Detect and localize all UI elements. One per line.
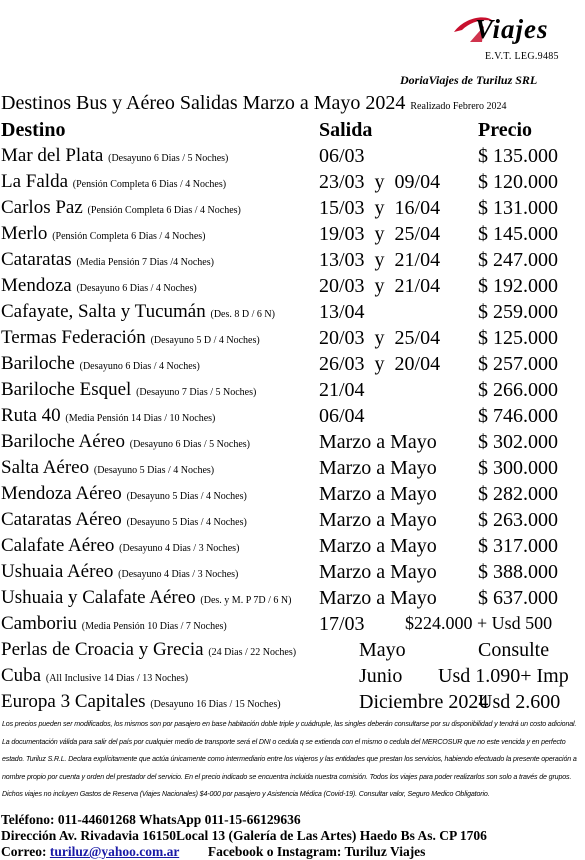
destino-name: Carlos Paz	[1, 197, 83, 218]
row-salida: Marzo a Mayo	[319, 509, 437, 531]
row-precio: $ 125.000	[478, 327, 558, 349]
destino-note: (Desayuno 5 D / 4 Noches)	[150, 335, 260, 346]
row-destino	[1, 301, 275, 323]
destino-name: La Falda	[1, 171, 69, 192]
row-precio: Consulte	[478, 639, 550, 661]
table-row	[0, 665, 585, 691]
row-salida: 19/03 y 25/04	[319, 223, 441, 245]
row-destino	[1, 457, 214, 479]
destino-note: (Desayuno 5 Dias / 4 Noches)	[93, 465, 215, 476]
table-row	[0, 197, 585, 223]
table-row	[0, 353, 585, 379]
row-precio: Usd 2.600	[478, 691, 561, 713]
destino-note: (Desayuno 7 Dias / 5 Noches)	[136, 387, 257, 398]
destino-note: (Desayuno 4 Dias / 3 Noches)	[118, 569, 239, 580]
table-row	[0, 691, 585, 717]
row-salida: Marzo a Mayo	[319, 535, 437, 557]
table-row	[0, 457, 585, 483]
destino-name: Ruta 40	[1, 405, 61, 426]
row-precio: $ 266.000	[478, 379, 558, 401]
destino-name: Mar del Plata	[1, 145, 104, 166]
row-destino	[1, 587, 291, 609]
destino-name: Ushuaia y Calafate Aéreo	[1, 587, 196, 608]
row-destino	[1, 197, 241, 219]
table-row	[0, 405, 585, 431]
footer-contact-line	[1, 844, 425, 860]
row-precio: $ 257.000	[478, 353, 558, 375]
row-precio: $ 192.000	[478, 275, 558, 297]
row-destino	[1, 379, 256, 401]
table-row	[0, 145, 585, 171]
table-row	[0, 275, 585, 301]
row-precio: $ 120.000	[478, 171, 558, 193]
footer-redes: Facebook o Instagram: Turiluz Viajes	[207, 844, 426, 859]
destino-note: (Desayuno 6 Dias / 4 Noches)	[79, 361, 200, 372]
table-row	[0, 561, 585, 587]
row-destino	[1, 613, 227, 635]
row-salida: 13/04	[319, 301, 365, 323]
destino-name: Bariloche	[1, 353, 75, 374]
destino-name: Merlo	[1, 223, 48, 244]
destino-name: Cuba	[1, 665, 42, 686]
row-destino	[1, 691, 281, 713]
row-salida: Mayo	[359, 639, 406, 661]
header-precio: Precio	[478, 119, 533, 141]
destino-note: (Desayuno 5 Dias / 4 Noches)	[126, 491, 247, 502]
row-destino	[1, 483, 247, 505]
table-row	[0, 613, 585, 639]
logo-word: Viajes	[475, 14, 549, 44]
row-salida: Marzo a Mayo	[319, 431, 437, 453]
destino-name: Bariloche Esquel	[1, 379, 132, 400]
footer-correo-label: Correo:	[1, 844, 47, 859]
row-precio: Usd 1.090+ Imp	[438, 665, 569, 687]
row-precio: $ 247.000	[478, 249, 558, 271]
footer-telefono: Teléfono: 011-44601268 WhatsApp 011-15-66129636	[1, 812, 301, 827]
table-row	[0, 535, 585, 561]
destino-name: Cataratas	[1, 249, 72, 270]
destino-name: Europa 3 Capitales	[1, 691, 146, 712]
row-salida: Marzo a Mayo	[319, 483, 437, 505]
row-salida: 20/03 y 25/04	[319, 327, 441, 349]
row-destino	[1, 145, 228, 167]
row-precio: $ 300.000	[478, 457, 558, 479]
legajo-text: E.V.T. LEG.9485	[485, 51, 559, 62]
table-row	[0, 249, 585, 275]
row-salida: 13/03 y 21/04	[319, 249, 441, 271]
row-salida: Marzo a Mayo	[319, 457, 437, 479]
destino-note: (Desayuno 6 Dias / 4 Noches)	[76, 283, 197, 294]
row-precio: $ 259.000	[478, 301, 558, 323]
row-salida: Junio	[359, 665, 403, 687]
row-destino	[1, 223, 206, 245]
email-link[interactable]: turiluz@yahoo.com.ar	[49, 844, 180, 859]
row-precio: $ 388.000	[478, 561, 558, 583]
row-destino	[1, 431, 250, 453]
row-salida: Marzo a Mayo	[319, 561, 437, 583]
destino-note: (24 Dias / 22 Noches)	[208, 647, 297, 658]
destino-name: Calafate Aéreo	[1, 535, 115, 556]
row-salida: 06/04	[319, 405, 365, 427]
destino-note: (Desayuno 4 Dias / 3 Noches)	[119, 543, 240, 554]
destino-name: Salta Aéreo	[1, 457, 90, 478]
table-row	[0, 171, 585, 197]
row-salida: Marzo a Mayo	[319, 587, 437, 609]
destino-note: (Desayuno 16 Dias / 15 Noches)	[150, 699, 281, 710]
row-precio: $ 637.000	[478, 587, 558, 609]
company-name: DoriaViajes de Turiluz SRL	[400, 73, 538, 87]
footer-direccion: Dirección Av. Rivadavia 16150Local 13 (Galería de Las Artes) Haedo Bs As. CP 1706	[1, 828, 487, 843]
destino-note: (Media Pensión 10 Dias / 7 Noches)	[81, 621, 227, 632]
row-destino	[1, 171, 226, 193]
destino-name: Bariloche Aéreo	[1, 431, 125, 452]
page-title	[1, 92, 506, 115]
row-destino	[1, 665, 188, 687]
row-precio: $ 282.000	[478, 483, 558, 505]
destino-name: Camboriu	[1, 613, 77, 634]
destino-name: Perlas de Croacia y Grecia	[1, 639, 204, 660]
row-destino	[1, 535, 239, 557]
destino-note: (Desayuno 6 Dias / 5 Noches)	[108, 153, 229, 164]
row-destino	[1, 639, 296, 661]
destino-note: (Desayuno 5 Dias / 4 Noches)	[126, 517, 247, 528]
disclaimer-text: Los precios pueden ser modificados, los mismos son por pasajero en base habitación doble triple y cuádruple, las singles deberán consultarse por su disponibilidad y tendrá un costo adicional. La documentación válida para salir del país por cualquier medio de transporte será el DNI o cedula q se extienda con el mismo o cedula del MERCOSUR que no este vencida y en perfecto estado. Turiluz S.R.L. Declara explícitamente que actúa únicamente como intermediario entre los viajeros y las entidades que prestan los servicios, habiendo efectuado la presente operación a nombre propio por cuenta y orden del prestador del servicio. En el precio indicado se encuentra incluida nuestra comisión. Todos los viajes para poder realizarlos son solo a través de grupos. Dichos viajes no incluyen Gastos de Reserva (Viajes Nacionales) $4-000 por pasajero y Asistencia Médica (Covid-19). Consultar valor, Seguro Medico Obligatorio.	[2, 720, 577, 799]
row-destino	[1, 249, 214, 271]
row-precio: $ 135.000	[478, 145, 558, 167]
row-salida: 20/03 y 21/04	[319, 275, 441, 297]
row-precio: $ 302.000	[478, 431, 558, 453]
row-salida: 23/03 y 09/04	[319, 171, 441, 193]
row-destino	[1, 405, 215, 427]
header-salida: Salida	[319, 119, 373, 141]
table-row	[0, 301, 585, 327]
table-row	[0, 223, 585, 249]
row-precio: $ 746.000	[478, 405, 558, 427]
row-salida: 06/03	[319, 145, 365, 167]
destino-note: (Media Pensión 14 Dias / 10 Noches)	[65, 413, 216, 424]
destino-note: (Pensión Completa 6 Dias / 4 Noches)	[52, 231, 206, 242]
table-row	[0, 431, 585, 457]
destino-name: Ushuaia Aéreo	[1, 561, 114, 582]
table-row	[0, 639, 585, 665]
table-row	[0, 587, 585, 613]
header-destino: Destino	[1, 119, 66, 141]
table-row	[0, 483, 585, 509]
row-destino	[1, 353, 200, 375]
destino-name: Mendoza Aéreo	[1, 483, 122, 504]
row-salida: Diciembre 2024	[359, 691, 489, 713]
destino-note: (Media Pensión 7 Dias /4 Noches)	[76, 257, 214, 268]
destino-note: (Des. 8 D / 6 N)	[210, 309, 275, 320]
title-text: Destinos Bus y Aéreo Salidas Marzo a Mayo 2024	[1, 92, 406, 114]
row-salida: 15/03 y 16/04	[319, 197, 441, 219]
destino-note: (All Inclusive 14 Dias / 13 Noches)	[45, 673, 189, 684]
row-precio: $ 317.000	[478, 535, 558, 557]
destino-name: Mendoza	[1, 275, 72, 296]
table-row	[0, 509, 585, 535]
destino-note: (Des. y M. P 7D / 6 N)	[200, 595, 292, 606]
row-precio: $ 145.000	[478, 223, 558, 245]
destino-name: Cataratas Aéreo	[1, 509, 122, 530]
row-destino	[1, 327, 260, 349]
row-salida: 21/04	[319, 379, 365, 401]
row-destino	[1, 509, 247, 531]
title-date-note: Realizado Febrero 2024	[410, 101, 507, 112]
row-destino	[1, 561, 238, 583]
row-salida: 17/03	[319, 613, 365, 635]
destino-name: Termas Federación	[1, 327, 146, 348]
table-row	[0, 327, 585, 353]
row-precio: $ 263.000	[478, 509, 558, 531]
destino-note: (Desayuno 6 Dias / 5 Noches)	[129, 439, 250, 450]
row-destino	[1, 275, 197, 297]
row-salida: 26/03 y 20/04	[319, 353, 441, 375]
destino-note: (Pensión Completa 6 Dias / 4 Noches)	[72, 179, 227, 190]
destino-name: Cafayate, Salta y Tucumán	[1, 301, 206, 322]
table-row	[0, 379, 585, 405]
row-precio: $ 131.000	[478, 197, 558, 219]
row-precio: $224.000 + Usd 500	[405, 613, 553, 633]
destino-note: (Pensión Completa 6 Dias / 4 Noches)	[87, 205, 241, 216]
